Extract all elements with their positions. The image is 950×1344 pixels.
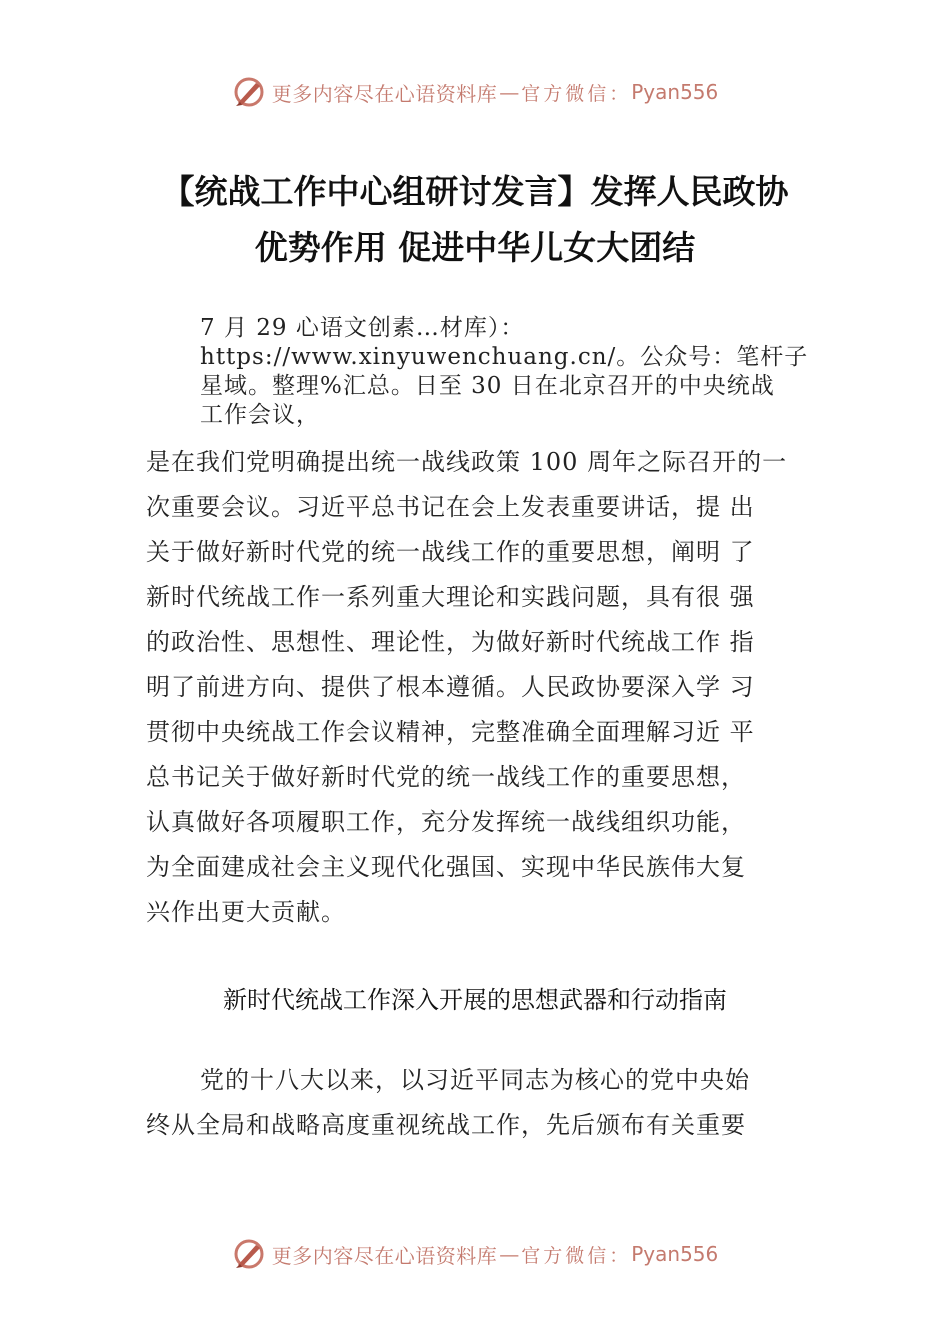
paragraph-line: 党的十八大以来，以习近平同志为核心的党中央始 (200, 1066, 750, 1094)
paragraph-line: 为全面建成社会主义现代化强国、实现中华民族伟大复 (146, 853, 746, 881)
paragraph-line: 的政治性、思想性、理论性，为做好新时代统战工作 指 (146, 628, 755, 656)
pen-circle-icon (232, 75, 266, 109)
paragraph-line: 贯彻中央统战工作会议精神，完整准确全面理解习近 平 (146, 718, 755, 746)
paragraph-line: 终从全局和战略高度重视统战工作，先后颁布有关重要 (146, 1111, 746, 1139)
banner-text: 更多内容尽在心语资料库 (271, 1243, 498, 1268)
paragraph-2 (146, 1058, 826, 1148)
banner-wechat-label: 官方微信： (521, 1244, 632, 1267)
meta-block (200, 314, 840, 430)
paragraph-line: 新时代统战工作一系列重大理论和实践问题，具有很 强 (146, 583, 755, 611)
banner-wechat-label: 官方微信： (521, 82, 632, 105)
section-heading: 新时代统战工作深入开展的思想武器和行动指南 (223, 986, 727, 1014)
paragraph-line: 认真做好各项履职工作，充分发挥统一战线组织功能， (146, 808, 746, 836)
pen-circle-icon (232, 1237, 266, 1271)
paragraph-line: 次重要会议。习近平总书记在会上发表重要讲话，提 出 (146, 493, 755, 521)
meta-line: 星域。整理%汇总。日至 30 日在北京召开的中央统战 (200, 373, 775, 399)
paragraph-line: 是在我们党明确提出统一战线政策 100 周年之际召开的一 (146, 448, 788, 476)
footer-banner (0, 1234, 950, 1274)
meta-line: https://www.xinyuwenchuang.cn/。公众号：笔杆子 (200, 344, 809, 370)
paragraph-line: 关于做好新时代党的统一战线工作的重要思想，阐明 了 (146, 538, 755, 566)
paragraph-line: 兴作出更大贡献。 (146, 898, 346, 926)
title-line-2: 优势作用 促进中华儿女大团结 (254, 228, 696, 267)
banner-wechat-id: Pyan556 (631, 1242, 719, 1266)
banner-text: 更多内容尽在心语资料库 (271, 81, 498, 106)
document-title (100, 164, 850, 276)
title-line-1: 【统战工作中心组研讨发言】发挥人民政协 (161, 172, 789, 211)
meta-line: 工作会议， (200, 402, 320, 428)
paragraph-1 (146, 440, 826, 935)
meta-line: 7 月 29 心语文创素…材库）： (200, 315, 525, 341)
banner-separator: — (499, 1242, 520, 1266)
header-banner (0, 72, 950, 112)
banner-separator: — (499, 80, 520, 104)
paragraph-line: 总书记关于做好新时代党的统一战线工作的重要思想， (146, 763, 746, 791)
banner-wechat-id: Pyan556 (631, 80, 719, 104)
paragraph-line: 明了前进方向、提供了根本遵循。人民政协要深入学 习 (146, 673, 755, 701)
